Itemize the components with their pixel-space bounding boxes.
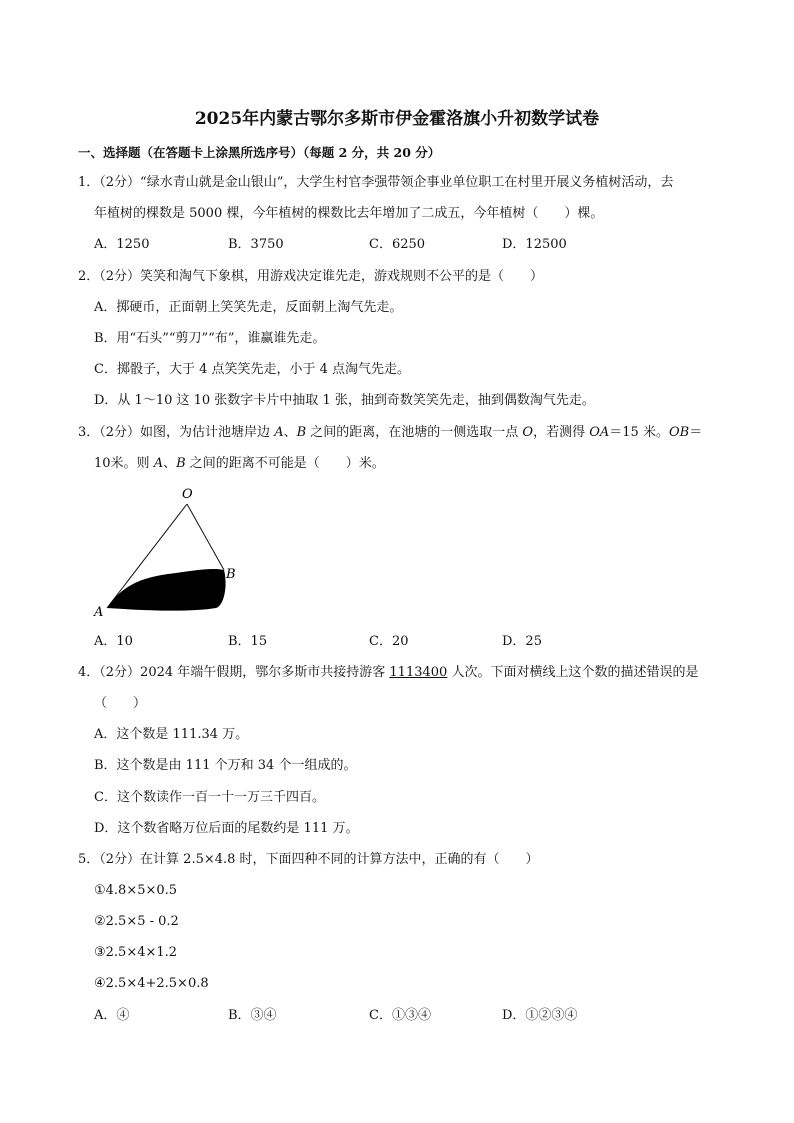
underlined-number: 1113400 [389, 665, 448, 680]
q3-option-b[interactable]: B．15 [228, 634, 268, 649]
q4-text: 人次。下面对横线上这个数的描述错误的是 [447, 665, 699, 680]
var-b: B [296, 425, 307, 440]
q5-option-a[interactable]: A．④ [94, 1008, 130, 1023]
q3-option-a[interactable]: A．10 [94, 634, 133, 649]
q4-text: 4．（2分）2024 年端午假期，鄂尔多斯市共接持游客 [78, 665, 390, 680]
var-oa: OA [589, 425, 610, 440]
q2-option-c[interactable]: C．掷骰子，大于 4 点笑笑先走，小于 4 点淘气先走。 [94, 362, 411, 377]
q3-option-c[interactable]: C．20 [369, 634, 409, 649]
q3-text: 10米。则 [94, 456, 154, 471]
pond-shape [107, 569, 226, 611]
q5-stem: 5．（2分）在计算 2.5×4.8 时，下面四种不同的计算方法中，正确的有（ ） [78, 852, 539, 867]
q1-stem-line1: 1．（2分）“绿水青山就是金山银山”，大学生村官李强带领企事业单位职工在村里开展义务植树活动，去 [78, 175, 674, 190]
q4-option-d[interactable]: D．这个数省略万位后面的尾数约是 111 万。 [94, 821, 359, 836]
q1-option-a[interactable]: A．1250 [94, 237, 150, 252]
q5-method-4: ④2.5×4+2.5×0.8 [94, 976, 209, 991]
q4-stem-line2: （ ） [94, 696, 147, 711]
q3-option-d[interactable]: D．25 [502, 634, 542, 649]
var-a: A [153, 456, 164, 471]
q4-option-a[interactable]: A．这个数是 111.34 万。 [94, 727, 249, 742]
line-ob [187, 504, 224, 570]
label-b: B [226, 567, 236, 582]
label-a: A [94, 605, 104, 620]
q3-text: ＝15 米。 [609, 425, 669, 440]
q5-method-1: ①4.8×5×0.5 [94, 883, 178, 898]
q3-text: 、 [163, 456, 177, 471]
q2-stem: 2．（2分）笑笑和淘气下象棋，用游戏决定谁先走，游戏规则不公平的是（ ） [78, 269, 544, 284]
pond-figure [90, 484, 250, 620]
q2-option-d[interactable]: D．从 1～10 这 10 张数字卡片中抽取 1 张，抽到奇数笑笑先走，抽到偶数淘气先走。 [94, 393, 595, 408]
q5-method-2: ②2.5×5 - 0.2 [94, 914, 179, 929]
paper-title: 2025年内蒙古鄂尔多斯市伊金霍洛旗小升初数学试卷 [194, 109, 600, 129]
q3-text: ＝ [689, 425, 703, 440]
var-o: O [522, 425, 534, 440]
q1-stem-line2: 年植树的棵数是 5000 棵，今年植树的棵数比去年增加了二成五，今年植树（ ）棵。 [94, 206, 604, 221]
q2-option-a[interactable]: A．掷硬币，正面朝上笑笑先走，反面朝上淘气先走。 [94, 300, 403, 315]
q5-option-d[interactable]: D．①②③④ [502, 1008, 578, 1023]
q1-option-d[interactable]: D．12500 [502, 237, 567, 252]
q5-option-b[interactable]: B．③④ [228, 1008, 277, 1023]
q5-option-c[interactable]: C．①③④ [369, 1008, 431, 1023]
q3-text: 之间的距离不可能是（ ）米。 [185, 456, 385, 471]
q3-text: 、 [283, 425, 297, 440]
q3-text: 3．（2分）如图，为估计池塘岸边 [78, 425, 275, 440]
section-heading: 一、选择题（在答题卡上涂黑所选序号）（每题 2 分，共 20 分） [78, 145, 441, 160]
q2-option-b[interactable]: B．用“石头”“剪刀”“布”，谁赢谁先走。 [94, 331, 326, 346]
q4-stem-line1 [78, 664, 698, 682]
q4-option-c[interactable]: C．这个数读作一百一十一万三千四百。 [94, 790, 325, 805]
var-ob: OB [668, 425, 690, 440]
q3-stem-line1 [78, 424, 702, 442]
var-a: A [274, 425, 284, 440]
q1-option-b[interactable]: B．3750 [228, 237, 284, 252]
label-o: O [182, 487, 193, 502]
var-b: B [176, 456, 186, 471]
q3-stem-line2 [94, 455, 385, 473]
q3-text: ，若测得 [533, 425, 590, 440]
q1-option-c[interactable]: C．6250 [369, 237, 426, 252]
q5-method-3: ③2.5×4×1.2 [94, 945, 178, 960]
q3-text: 之间的距离，在池塘的一侧选取一点 [306, 425, 523, 440]
q4-option-b[interactable]: B．这个数是由 111 个万和 34 个一组成的。 [94, 758, 357, 773]
